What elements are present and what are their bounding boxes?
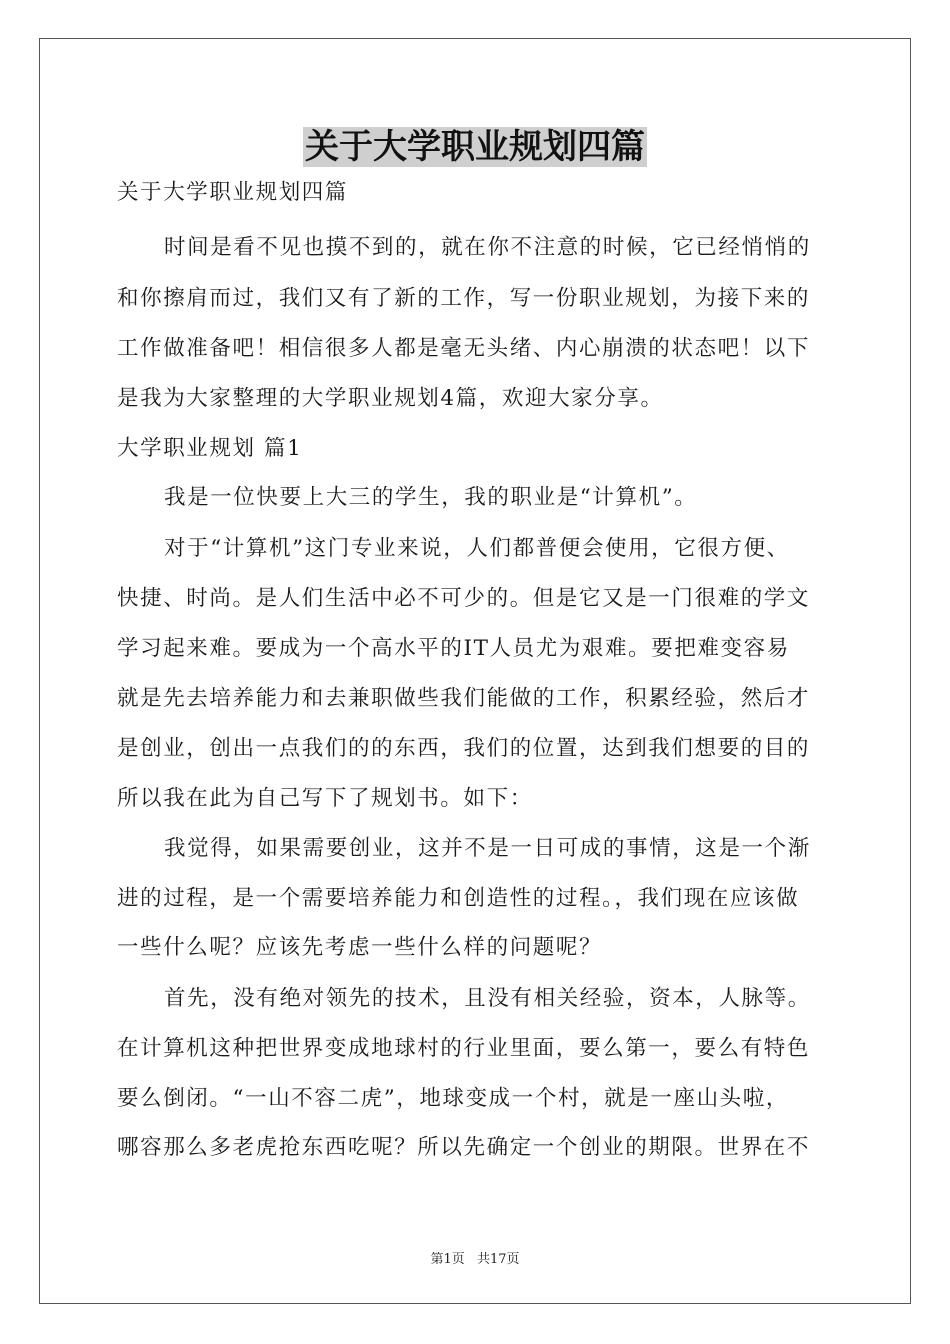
- paragraph-line: 一些什么呢？应该先考虑一些什么样的问题呢？: [117, 935, 603, 960]
- paragraph-line: 工作做准备吧！相信很多人都是毫无头绪、内心崩溃的状态吧！以下: [117, 336, 811, 361]
- subtitle-line: 关于大学职业规划四篇: [117, 180, 349, 205]
- paragraph-line: 我是一位快要上大三的学生，我的职业是“计算机”。: [164, 485, 698, 510]
- paragraph-line: 在计算机这种把世界变成地球村的行业里面，要么第一，要么有特色: [117, 1036, 811, 1061]
- paragraph-line: 哪容那么多老虎抢东西吃呢？所以先确定一个创业的期限。世界在不: [117, 1135, 811, 1160]
- paragraph-line: 就是先去培养能力和去兼职做些我们能做的工作，积累经验，然后才: [117, 686, 811, 711]
- paragraph-line: 所以我在此为自己写下了规划书。如下：: [117, 786, 533, 811]
- paragraph-line: 时间是看不见也摸不到的，就在你不注意的时候，它已经悄悄的: [164, 235, 811, 260]
- paragraph-line: 是创业，创出一点我们的的东西，我们的位置，达到我们想要的目的: [117, 736, 811, 761]
- page-total: 共17页: [476, 1252, 520, 1267]
- title-container: [0, 127, 950, 167]
- paragraph-line: 快捷、时尚。是人们生活中必不可少的。但是它又是一门很难的学文: [117, 586, 811, 611]
- page-footer: [0, 1248, 950, 1267]
- paragraph-line: 对于“计算机”这门专业来说，人们都普便会使用，它很方便、: [164, 536, 790, 561]
- section-heading: 大学职业规划 篇1: [117, 436, 303, 461]
- paragraph-line: 进的过程，是一个需要培养能力和创造性的过程。，我们现在应该做: [117, 886, 800, 911]
- paragraph-line: 我觉得，如果需要创业，这并不是一日可成的事情，这是一个渐: [164, 836, 811, 861]
- paragraph-line: 要么倒闭。“一山不容二虎”，地球变成一个村，就是一座山头啦，: [117, 1086, 789, 1111]
- document-title: 关于大学职业规划四篇: [305, 127, 645, 167]
- paragraph-line: 和你擦肩而过，我们又有了新的工作，写一份职业规划，为接下来的: [117, 286, 811, 311]
- page-border: [39, 38, 911, 1304]
- paragraph-line: 首先，没有绝对领先的技术，且没有相关经验，资本，人脉等。: [164, 986, 811, 1011]
- paragraph-line: 学习起来难。要成为一个高水平的IT人员尤为艰难。要把难变容易: [117, 636, 790, 661]
- paragraph-line: 是我为大家整理的大学职业规划4篇，欢迎大家分享。: [117, 386, 664, 411]
- page-number: 第1页: [430, 1252, 465, 1267]
